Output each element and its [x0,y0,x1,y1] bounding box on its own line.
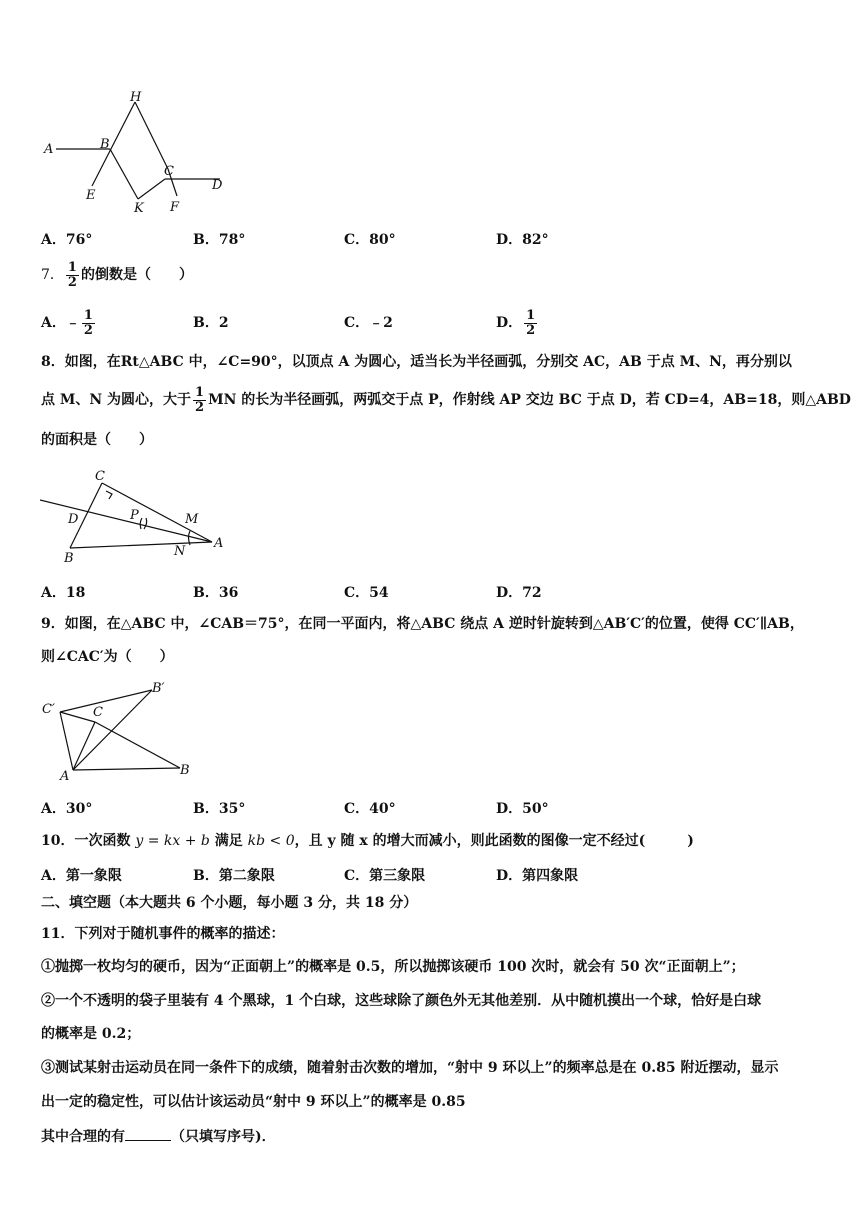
q9-option-a: A．30° [41,801,93,817]
label-M: M [185,512,199,527]
label-E: E [86,188,96,203]
label-C-prime: C′ [42,702,55,717]
q10-option-b: B．第二象限 [193,868,275,884]
label-N: N [174,544,186,559]
label-K: K [134,201,144,216]
label-A: A [60,769,70,784]
question-11-answer-line: 其中合理的有 （只填写序号)． [41,1126,276,1147]
q7-option-a: A．﹣ $\frac{1}{2}$ [41,307,93,338]
answer-blank[interactable] [125,1126,171,1141]
q6-option-c: C．80° [344,232,396,248]
q6-option-d: D．82° [496,232,549,248]
label-C: C [164,164,174,179]
q8-option-a: A．18 [41,585,86,601]
question-10: 10．一次函数 y = kx + b 满足 kb < 0，且 y 随 x 的增大而减小，则此函数的图像一定不经过( ) [41,833,694,849]
figure-q8 [40,465,230,565]
question-11-statement-3a: ③测试某射击运动员在同一条件下的成绩，随着射击次数的增加，“射中 9 环以上”的频率总是在 0.85 附近摆动，显示 [41,1060,779,1076]
label-A: A [214,536,224,551]
q9-option-b: B．35° [193,801,246,817]
q7-option-d: D． $\frac{1}{2}$ [496,307,536,338]
label-C: C [93,705,103,720]
label-B: B [180,763,190,778]
question-9-line2: 则∠CAC′为（ ） [41,649,174,665]
question-11-statement-2b: 的概率是 0.2； [41,1026,141,1042]
label-B: B [100,137,110,152]
question-8-line3: 的面积是（ ） [41,432,153,448]
figure-q9 [40,680,200,785]
label-F: F [170,200,180,215]
question-7: 7． $\frac{1}{2}$ 的倒数是（ ） [41,259,193,290]
label-D: D [68,512,79,527]
q8-option-d: D．72 [496,585,542,601]
question-9-line1: 9．如图，在△ABC 中，∠CAB＝75°，在同一平面内，将△ABC 绕点 A 逆时针旋转到△AB′C′的位置，使得 CC′∥AB， [41,616,804,632]
label-B-prime: B′ [152,681,165,696]
section-2-heading: 二、填空题（本大题共 6 个小题，每小题 3 分，共 18 分） [41,895,418,911]
label-B: B [64,551,74,565]
q6-option-a: A．76° [41,232,93,248]
q7-option-c: C．﹣2 [344,315,393,331]
question-8-line2: 点 M、N 为圆心，大于 $\frac{1}{2}$ MN 的长为半径画弧，两弧交于点 P，作射线 AP 交边 BC 于点 D，若 CD=4，AB=18，则△ABD [41,384,851,415]
question-11-statement-1: ①抛掷一枚均匀的硬币，因为“正面朝上”的概率是 0.5，所以抛掷该硬币 100 次时，就会有 50 次“正面朝上”； [41,959,745,975]
question-11-statement-2a: ②一个不透明的袋子里装有 4 个黑球，1 个白球，这些球除了颜色外无其他差别．从中随机摸出一个球，恰好是白球 [41,993,762,1009]
q9-option-c: C．40° [344,801,396,817]
q8-option-b: B．36 [193,585,239,601]
label-D: D [212,178,223,193]
question-11-head: 11．下列对于随机事件的概率的描述： [41,926,285,942]
label-C: C [95,469,105,484]
label-H: H [130,90,142,105]
label-P: P [130,508,139,523]
q6-option-b: B．78° [193,232,246,248]
question-11-statement-3b: 出一定的稳定性，可以估计该运动员“射中 9 环以上”的概率是 0.85 [41,1094,466,1110]
q8-option-c: C．54 [344,585,389,601]
figure-q6 [40,86,230,216]
label-A: A [44,142,54,157]
q10-option-d: D．第四象限 [496,868,579,884]
question-8-line1: 8．如图，在Rt△ABC 中，∠C=90°，以顶点 A 为圆心，适当长为半径画弧，分别交 AC，AB 于点 M、N，再分别以 [41,354,792,370]
q9-option-d: D．50° [496,801,549,817]
q7-option-b: B．2 [193,315,229,331]
q10-option-c: C．第三象限 [344,868,426,884]
q10-option-a: A．第一象限 [41,868,122,884]
